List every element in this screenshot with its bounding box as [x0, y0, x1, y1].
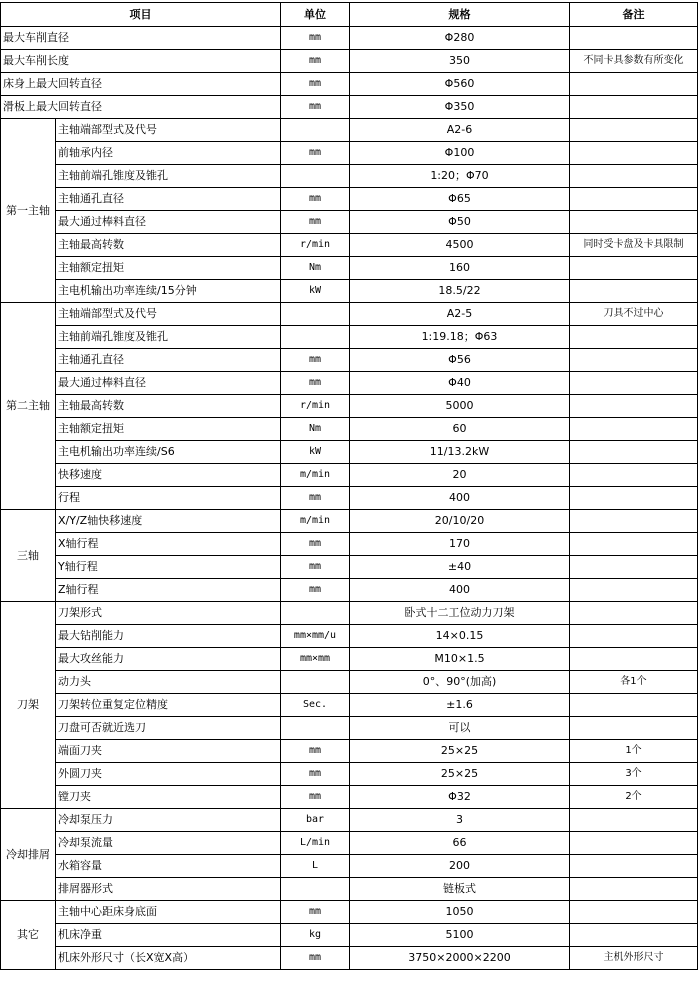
item-name: 最大通过棒料直径	[56, 211, 281, 234]
spec-cell: A2-6	[350, 119, 570, 142]
item-name: 主电机输出功率连续/15分钟	[56, 280, 281, 303]
note-cell	[570, 809, 698, 832]
unit-cell: Nm	[281, 418, 350, 441]
table-row	[1, 349, 698, 372]
note-cell	[570, 717, 698, 740]
spec-cell: 可以	[350, 717, 570, 740]
note-cell: 2个	[570, 786, 698, 809]
spec-cell: 160	[350, 257, 570, 280]
spec-cell: 400	[350, 579, 570, 602]
unit-cell	[281, 303, 350, 326]
table-row	[1, 901, 698, 924]
spec-cell: 25×25	[350, 740, 570, 763]
item-name: 外圆刀夹	[56, 763, 281, 786]
table-row	[1, 924, 698, 947]
spec-cell: 5000	[350, 395, 570, 418]
spec-cell: 3750×2000×2200	[350, 947, 570, 970]
spec-cell: 卧式十二工位动力刀架	[350, 602, 570, 625]
note-cell	[570, 556, 698, 579]
note-cell: 3个	[570, 763, 698, 786]
table-row	[1, 809, 698, 832]
item-name: 最大钻削能力	[56, 625, 281, 648]
unit-cell: mm	[281, 73, 350, 96]
spec-cell: A2-5	[350, 303, 570, 326]
table-body	[1, 27, 698, 970]
spec-cell: 11/13.2kW	[350, 441, 570, 464]
spec-cell: 1:19.18；Φ63	[350, 326, 570, 349]
note-cell	[570, 533, 698, 556]
note-cell	[570, 326, 698, 349]
unit-cell	[281, 717, 350, 740]
note-cell: 同时受卡盘及卡具限制	[570, 234, 698, 257]
group-label: 冷却排屑	[1, 809, 56, 901]
item-name: 端面刀夹	[56, 740, 281, 763]
unit-cell: mm	[281, 142, 350, 165]
note-cell	[570, 96, 698, 119]
note-cell: 各1个	[570, 671, 698, 694]
note-cell	[570, 349, 698, 372]
item-name: 滑板上最大回转直径	[1, 96, 281, 119]
table-row	[1, 648, 698, 671]
unit-cell: Nm	[281, 257, 350, 280]
table-row	[1, 372, 698, 395]
unit-cell: mm×mm	[281, 648, 350, 671]
item-name: 镗刀夹	[56, 786, 281, 809]
item-name: 刀架转位重复定位精度	[56, 694, 281, 717]
item-name: 主轴最高转数	[56, 395, 281, 418]
note-cell	[570, 165, 698, 188]
spec-cell: 1050	[350, 901, 570, 924]
item-name: 主轴端部型式及代号	[56, 303, 281, 326]
table-row	[1, 556, 698, 579]
note-cell: 刀具不过中心	[570, 303, 698, 326]
item-name: 床身上最大回转直径	[1, 73, 281, 96]
note-cell	[570, 211, 698, 234]
unit-cell: mm	[281, 556, 350, 579]
unit-cell	[281, 119, 350, 142]
table-row	[1, 625, 698, 648]
item-name: 主轴额定扭矩	[56, 418, 281, 441]
item-name: 冷却泵流量	[56, 832, 281, 855]
unit-cell: L	[281, 855, 350, 878]
table-row	[1, 211, 698, 234]
spec-cell: 20	[350, 464, 570, 487]
spec-cell: 350	[350, 50, 570, 73]
table-row	[1, 763, 698, 786]
note-cell	[570, 280, 698, 303]
note-cell	[570, 188, 698, 211]
group-label: 三轴	[1, 510, 56, 602]
spec-cell: 18.5/22	[350, 280, 570, 303]
note-cell	[570, 142, 698, 165]
header-note: 备注	[570, 3, 698, 27]
note-cell: 不同卡具参数有所变化	[570, 50, 698, 73]
unit-cell: kg	[281, 924, 350, 947]
item-name: 主电机输出功率连续/S6	[56, 441, 281, 464]
unit-cell: mm	[281, 579, 350, 602]
table-row	[1, 119, 698, 142]
note-cell	[570, 602, 698, 625]
table-row	[1, 303, 698, 326]
table-row	[1, 326, 698, 349]
item-name: 主轴通孔直径	[56, 188, 281, 211]
spec-cell: 200	[350, 855, 570, 878]
table-row	[1, 165, 698, 188]
table-row	[1, 441, 698, 464]
spec-cell: 14×0.15	[350, 625, 570, 648]
table-row	[1, 280, 698, 303]
note-cell	[570, 924, 698, 947]
spec-table	[0, 2, 698, 970]
unit-cell: mm	[281, 372, 350, 395]
header-spec: 规格	[350, 3, 570, 27]
item-name: X/Y/Z轴快移速度	[56, 510, 281, 533]
item-name: 最大通过棒料直径	[56, 372, 281, 395]
item-name: 主轴前端孔锥度及锥孔	[56, 165, 281, 188]
unit-cell	[281, 326, 350, 349]
spec-cell: 66	[350, 832, 570, 855]
item-name: Y轴行程	[56, 556, 281, 579]
header-row	[1, 3, 698, 27]
unit-cell: mm	[281, 533, 350, 556]
spec-cell: 1:20；Φ70	[350, 165, 570, 188]
table-row	[1, 487, 698, 510]
unit-cell: mm	[281, 763, 350, 786]
table-row	[1, 671, 698, 694]
item-name: 最大攻丝能力	[56, 648, 281, 671]
note-cell	[570, 257, 698, 280]
table-row	[1, 602, 698, 625]
spec-cell: Φ350	[350, 96, 570, 119]
item-name: 冷却泵压力	[56, 809, 281, 832]
table-row	[1, 786, 698, 809]
spec-cell: Φ50	[350, 211, 570, 234]
table-row	[1, 418, 698, 441]
table-row	[1, 832, 698, 855]
note-cell	[570, 27, 698, 50]
table-row	[1, 395, 698, 418]
spec-cell: 5100	[350, 924, 570, 947]
item-name: 主轴端部型式及代号	[56, 119, 281, 142]
table-row	[1, 878, 698, 901]
unit-cell: mm	[281, 188, 350, 211]
note-cell	[570, 73, 698, 96]
spec-cell: 400	[350, 487, 570, 510]
item-name: 快移速度	[56, 464, 281, 487]
spec-cell: 4500	[350, 234, 570, 257]
unit-cell: L/min	[281, 832, 350, 855]
table-row	[1, 96, 698, 119]
item-name: 前轴承内径	[56, 142, 281, 165]
note-cell	[570, 878, 698, 901]
group-label: 刀架	[1, 602, 56, 809]
item-name: 主轴通孔直径	[56, 349, 281, 372]
header-item: 项目	[1, 3, 281, 27]
note-cell	[570, 119, 698, 142]
unit-cell: mm	[281, 211, 350, 234]
unit-cell: mm	[281, 786, 350, 809]
item-name: X轴行程	[56, 533, 281, 556]
unit-cell	[281, 602, 350, 625]
spec-cell: Φ56	[350, 349, 570, 372]
table-row	[1, 257, 698, 280]
unit-cell	[281, 671, 350, 694]
unit-cell: mm	[281, 27, 350, 50]
spec-cell: 60	[350, 418, 570, 441]
unit-cell: mm	[281, 947, 350, 970]
spec-cell: M10×1.5	[350, 648, 570, 671]
note-cell	[570, 464, 698, 487]
note-cell	[570, 510, 698, 533]
item-name: 最大车削长度	[1, 50, 281, 73]
unit-cell: bar	[281, 809, 350, 832]
table-row	[1, 464, 698, 487]
unit-cell	[281, 165, 350, 188]
header-unit: 单位	[281, 3, 350, 27]
note-cell	[570, 901, 698, 924]
group-label: 其它	[1, 901, 56, 970]
item-name: 主轴中心距床身底面	[56, 901, 281, 924]
item-name: 机床净重	[56, 924, 281, 947]
note-cell	[570, 855, 698, 878]
unit-cell: mm	[281, 50, 350, 73]
item-name: 动力头	[56, 671, 281, 694]
item-name: Z轴行程	[56, 579, 281, 602]
item-name: 刀架形式	[56, 602, 281, 625]
table-row	[1, 188, 698, 211]
unit-cell: mm×mm/u	[281, 625, 350, 648]
table-row	[1, 510, 698, 533]
unit-cell: mm	[281, 96, 350, 119]
spec-cell: 20/10/20	[350, 510, 570, 533]
item-name: 主轴最高转数	[56, 234, 281, 257]
group-label: 第二主轴	[1, 303, 56, 510]
note-cell: 主机外形尺寸	[570, 947, 698, 970]
item-name: 机床外形尺寸（长X宽X高）	[56, 947, 281, 970]
note-cell	[570, 625, 698, 648]
table-row	[1, 234, 698, 257]
table-row	[1, 27, 698, 50]
note-cell	[570, 487, 698, 510]
table-row	[1, 855, 698, 878]
table-row	[1, 50, 698, 73]
spec-cell: 170	[350, 533, 570, 556]
spec-cell: 链板式	[350, 878, 570, 901]
unit-cell: Sec.	[281, 694, 350, 717]
table-row	[1, 947, 698, 970]
table-row	[1, 694, 698, 717]
table-row	[1, 73, 698, 96]
spec-cell: Φ65	[350, 188, 570, 211]
unit-cell: mm	[281, 740, 350, 763]
note-cell	[570, 395, 698, 418]
table-row	[1, 717, 698, 740]
table-row	[1, 533, 698, 556]
unit-cell: kW	[281, 441, 350, 464]
unit-cell: mm	[281, 349, 350, 372]
unit-cell: mm	[281, 901, 350, 924]
spec-cell: Φ280	[350, 27, 570, 50]
spec-cell: Φ40	[350, 372, 570, 395]
unit-cell: mm	[281, 487, 350, 510]
spec-cell: ±40	[350, 556, 570, 579]
table-row	[1, 740, 698, 763]
note-cell	[570, 418, 698, 441]
note-cell	[570, 372, 698, 395]
item-name: 水箱容量	[56, 855, 281, 878]
unit-cell	[281, 878, 350, 901]
note-cell	[570, 694, 698, 717]
group-label: 第一主轴	[1, 119, 56, 303]
unit-cell: r/min	[281, 395, 350, 418]
note-cell	[570, 832, 698, 855]
table-row	[1, 579, 698, 602]
spec-cell: ±1.6	[350, 694, 570, 717]
spec-cell: Φ560	[350, 73, 570, 96]
item-name: 最大车削直径	[1, 27, 281, 50]
note-cell	[570, 648, 698, 671]
item-name: 行程	[56, 487, 281, 510]
unit-cell: m/min	[281, 464, 350, 487]
spec-cell: Φ100	[350, 142, 570, 165]
spec-cell: 25×25	[350, 763, 570, 786]
spec-cell: 0°、90°(加高)	[350, 671, 570, 694]
unit-cell: r/min	[281, 234, 350, 257]
spec-cell: Φ32	[350, 786, 570, 809]
item-name: 主轴前端孔锥度及锥孔	[56, 326, 281, 349]
table-row	[1, 142, 698, 165]
item-name: 主轴额定扭矩	[56, 257, 281, 280]
note-cell: 1个	[570, 740, 698, 763]
note-cell	[570, 579, 698, 602]
note-cell	[570, 441, 698, 464]
item-name: 排屑器形式	[56, 878, 281, 901]
item-name: 刀盘可否就近选刀	[56, 717, 281, 740]
spec-cell: 3	[350, 809, 570, 832]
unit-cell: kW	[281, 280, 350, 303]
unit-cell: m/min	[281, 510, 350, 533]
